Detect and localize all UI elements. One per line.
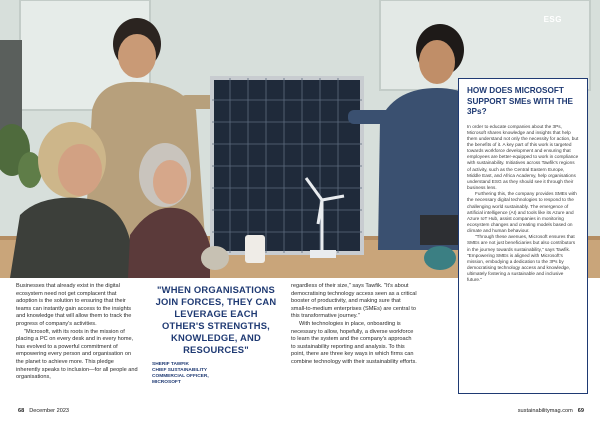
sidebar-paragraph: Furthering this, the company provides SMEs with the necessary digital technologies to respond to the challenging world sustainably. The emergence of artificial intelligence (AI) and tools like its Azure and Azure IoT Hub, assist companies in monitoring ecosystem changes and creating models based on climate and human behaviour. (467, 191, 577, 234)
left-page-number: 68 (18, 408, 25, 414)
body-column-3 (291, 283, 417, 367)
attribution-role-1: CHIEF SUSTAINABILITY (152, 368, 208, 373)
quote-attribution (152, 362, 280, 386)
footer-left (18, 408, 69, 414)
sidebar-paragraph: In order to educate companies about the 3Ps, Microsoft shares knowledge and insights that help them understand not only the necessity for action, but the benefits of it. A key part of this work is targeted towards workforce development and ensuring that employees are better-equipped to work in compliance with sustainability. Initiatives across Tawfik's regions of activity, such as the Central Eastern Europe, Middle East, and Africa Academy, help organisations understand ESG as they should see it through their business lens. (467, 123, 579, 191)
pull-quote (152, 284, 280, 386)
sidebar-box (458, 78, 588, 394)
sidebar-title: HOW DOES MICROSOFT SUPPORT SMEs WITH THE 3Ps? (467, 86, 573, 116)
page-footer (0, 404, 600, 424)
body-paragraph: regardless of their size," says Tawfik. "It's about democratising technology access seen as a critical booster of productivity, and making sure that small-to-medium enterprises (SMEs) are central to this transformative journey." (291, 283, 417, 320)
body-paragraph: Businesses that already exist in the digital ecosystem need not get complacent that adoption is the solution to ensuring that their teams can instantly gain access to the insights and knowledge that will allow them to track the progress of company's activities. (16, 283, 132, 327)
body-paragraph: With technologies in place, onboarding is necessary to allow, hopefully, a diverse workforce to learn the system and the company's approach to sustainability reporting and analysis. To this point, there are three key ways in which firms can combine technology with their sustainability efforts. (291, 320, 417, 365)
sidebar-text (467, 124, 579, 284)
attribution-name: SHERIF TAWFIK (152, 362, 189, 367)
body-column-1 (16, 283, 138, 382)
site-url[interactable]: sustainabilitymag.com (517, 408, 573, 414)
section-label: ESG (543, 15, 562, 24)
issue-date: December 2023 (29, 408, 70, 414)
footer-right (518, 408, 584, 414)
sidebar-paragraph: "Through these avenues, Microsoft ensures that SMEs are not just beneficiaries but also contributors in the journey towards sustainability," says Tawfik. "Empowering SMEs is aligned with Microsoft's mission, embodying a dedication to the 3Ps by democratising technology access and knowledge, ultimately fostering a sustainable and inclusive future." (467, 234, 576, 283)
body-paragraph: "Microsoft, with its roots in the mission of placing a PC on every desk and in every home, has evolved to a powerful commitment of empowering every person and organisation on the planet to achieve more. This pledge inherently speaks to inclusion—for all people and organisations, (16, 328, 138, 381)
right-page-number: 69 (577, 408, 584, 414)
pull-quote-text: "WHEN ORGANISATIONS JOIN FORCES, THEY CAN LEVERAGE EACH OTHER'S STRENGTHS, KNOWLEDGE, AND RESOURCES" (155, 284, 277, 355)
attribution-company: MICROSOFT (152, 380, 181, 385)
attribution-role-2: COMMERCIAL OFFICER, (152, 374, 209, 379)
